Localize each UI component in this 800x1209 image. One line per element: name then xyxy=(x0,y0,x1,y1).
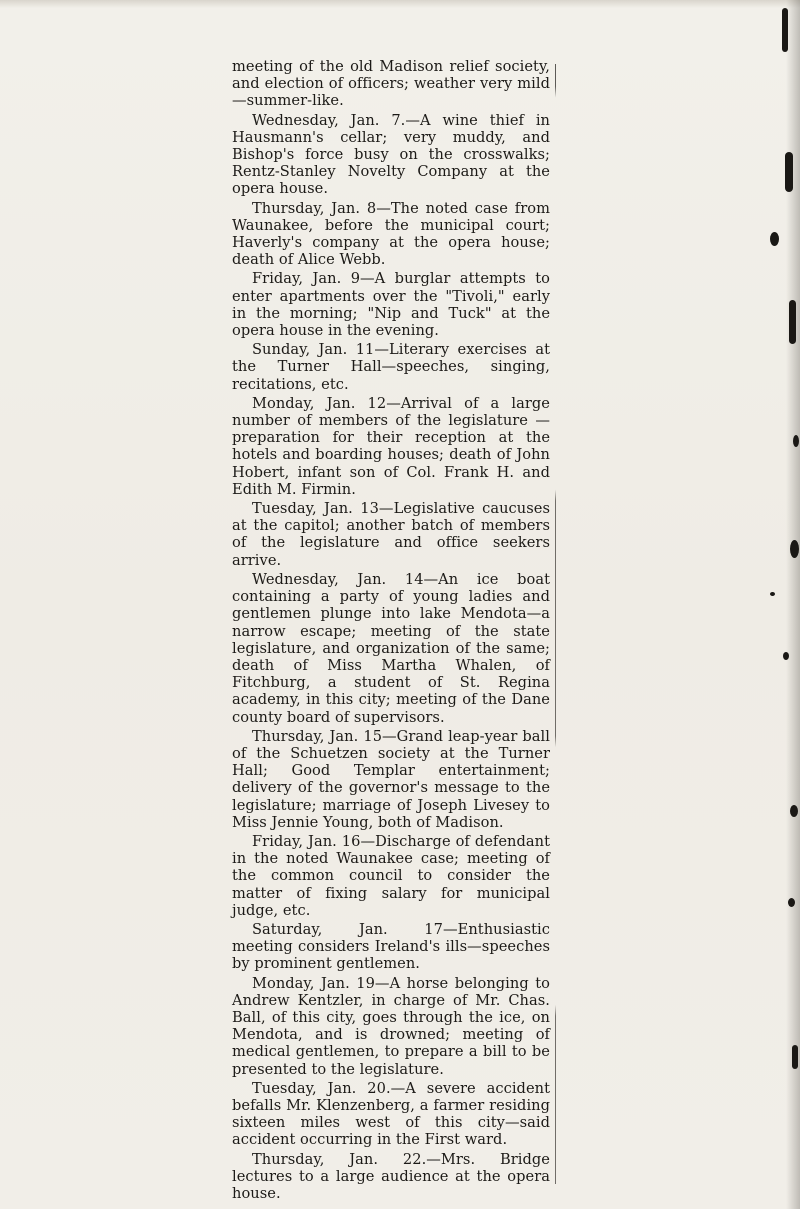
chronology-column xyxy=(232,58,550,1204)
entry-paragraph: Monday, Jan. 12—Arrival of a large number of members of the legislature —preparation for their reception at the hotels and boarding houses; death of John Hobert, infant son of Col. Frank H. and Edith M. Firmin. xyxy=(232,394,550,498)
entry-paragraph: Friday, Jan. 9—A burglar attempts to enter apartments over the "Tivoli," early in the morning; "Nip and Tuck" at the opera house in the evening. xyxy=(232,270,550,340)
entry-paragraph: Thursday, Jan. 8—The noted case from Waunakee, before the municipal court; Haverly's company at the opera house; death of Alice Webb. xyxy=(232,199,550,269)
entry-paragraph: meeting of the old Madison relief society, and election of officers; weather very mild—summer-like. xyxy=(232,58,550,110)
ink-spot xyxy=(790,540,799,558)
ink-spot xyxy=(770,592,775,596)
ink-spot xyxy=(770,232,779,246)
entry-paragraph: Tuesday, Jan. 20.—A severe accident befalls Mr. Klenzenberg, a farmer residing sixteen miles west of this city—said accident occurring in the First ward. xyxy=(232,1079,550,1149)
entry-paragraph: Thursday, Jan. 15—Grand leap-year ball of the Schuetzen society at the Turner Hall; Good Templar entertainment; delivery of the governor's message to the legislature; marriage of Joseph Livesey to Miss Jennie Young, both of Madison. xyxy=(232,727,550,831)
entry-paragraph: Friday, Jan. 16—Discharge of defendant in the noted Waunakee case; meeting of the common council to consider the matter of fixing salary for municipal judge, etc. xyxy=(232,832,550,919)
entry-paragraph: Wednesday, Jan. 7.—A wine thief in Hausmann's cellar; very muddy, and Bishop's force busy on the crosswalks; Rentz-Stanley Novelty Company at the opera house. xyxy=(232,111,550,198)
paper-top-edge xyxy=(0,0,800,8)
entry-paragraph: Wednesday, Jan. 14—An ice boat containing a party of young ladies and gentlemen plunge into lake Mendota—a narrow escape; meeting of the state legislature, and organization of the same; death of Miss Martha Whalen, of Fitchburg, a student of St. Regina academy, in this city; meeting of the Dane county board of supervisors. xyxy=(232,570,550,726)
entry-paragraph: Monday, Jan. 19—A horse belonging to Andrew Kentzler, in charge of Mr. Chas. Ball, of this city, goes through the ice, on Mendota, and is drowned; meeting of medical gentlemen, to prepare a bill to be presented to the legislature. xyxy=(232,974,550,1078)
entry-paragraph: Saturday, Jan. 17—Enthusiastic meeting considers Ireland's ills—speeches by prominent gentlemen. xyxy=(232,920,550,973)
ink-spot xyxy=(790,805,798,817)
ink-spot xyxy=(793,435,799,447)
ink-spot xyxy=(788,898,795,907)
ink-spot xyxy=(782,8,788,52)
entry-paragraph: Thursday, Jan. 22.—Mrs. Bridge lectures to a large audience at the opera house. xyxy=(232,1150,550,1202)
ink-spot xyxy=(785,152,793,192)
entry-paragraph: Sunday, Jan. 11—Literary exercises at the Turner Hall—speeches, singing, recitations, etc. xyxy=(232,341,550,393)
ink-spot xyxy=(783,652,789,660)
entry-paragraph: Tuesday, Jan. 13—Legislative caucuses at the capitol; another batch of members of the legislature and office seekers arrive. xyxy=(232,500,550,569)
ink-spot xyxy=(789,300,796,344)
ink-spot xyxy=(792,1045,798,1069)
column-rule xyxy=(555,64,556,1184)
